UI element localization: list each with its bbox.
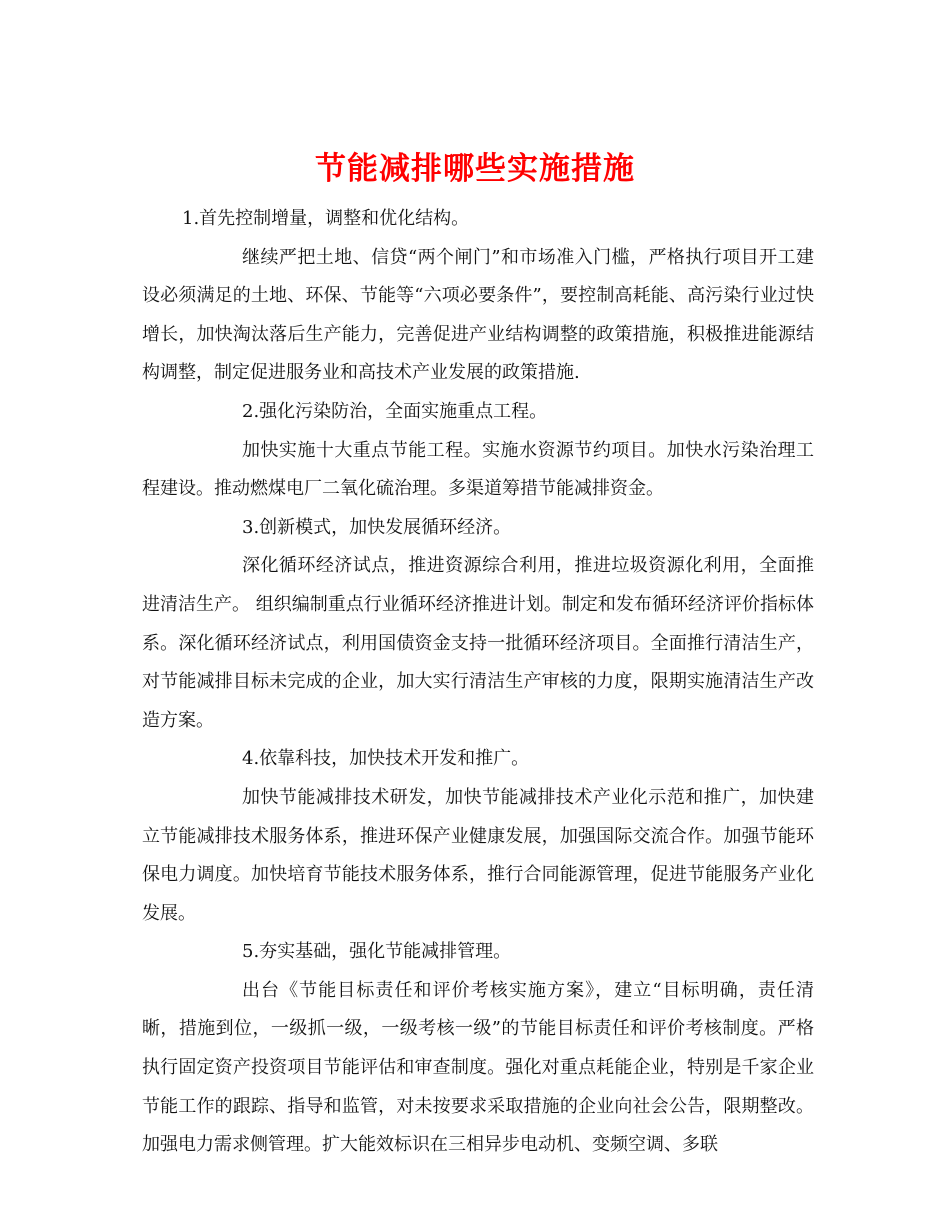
section-heading: 3.创新模式，加快发展循环经济。	[242, 516, 512, 538]
section-heading: 5.夯实基础，强化节能减排管理。	[242, 941, 512, 963]
section-paragraph: 出台《节能目标责任和评价考核实施方案》，建立“目标明确，责任清晰，措施到位，一级抓一级，一级考核一级”的节能目标责任和评价考核制度。严格执行固定资产投资项目节能评估和审查制度。强化对重点耗能企业，特别是千家企业节能工作的跟踪、指导和监管，对未按要求采取措施的企业向社会公告，限期整改。加强电力需求侧管理。扩大能效标识在三相异步电动机、变频空调、多联	[142, 979, 814, 1156]
section-paragraph: 继续严把土地、信贷“两个闸门”和市场准入门槛，严格执行项目开工建设必须满足的土地、环保、节能等“六项必要条件”，要控制高耗能、高污染行业过快增长，加快淘汰落后生产能力，完善促进产业结构调整的政策措施，积极推进能源结构调整，制定促进服务业和高技术产业发展的政策措施.	[142, 246, 814, 384]
document-title: 节能减排哪些实施措施	[315, 150, 635, 187]
section-paragraph: 加快实施十大重点节能工程。实施水资源节约项目。加快水污染治理工程建设。推动燃煤电厂二氧化硫治理。多渠道筹措节能减排资金。	[142, 439, 814, 500]
section-heading: 2.强化污染防治，全面实施重点工程。	[242, 400, 548, 422]
section-paragraph: 深化循环经济试点，推进资源综合利用，推进垃圾资源化利用，全面推进清洁生产。 组织编制重点行业循环经济推进计划。制定和发布循环经济评价指标体系。深化循环经济试点，利用国债资金支持一批循环经济项目。全面推行清洁生产，对节能减排目标未完成的企业，加大实行清洁生产审核的力度，限期实施清洁生产改造方案。	[142, 555, 814, 731]
document-body	[142, 200, 814, 1165]
section-paragraph: 加快节能减排技术研发，加快节能减排技术产业化示范和推广，加快建立节能减排技术服务体系，推进环保产业健康发展，加强国际交流合作。加强节能环保电力调度。加快培育节能技术服务体系，推行合同能源管理，促进节能服务产业化发展。	[142, 786, 814, 924]
section-heading: 1.首先控制增量，调整和优化结构。	[182, 208, 470, 229]
section-heading: 4.依靠科技，加快技术开发和推广。	[242, 748, 530, 770]
